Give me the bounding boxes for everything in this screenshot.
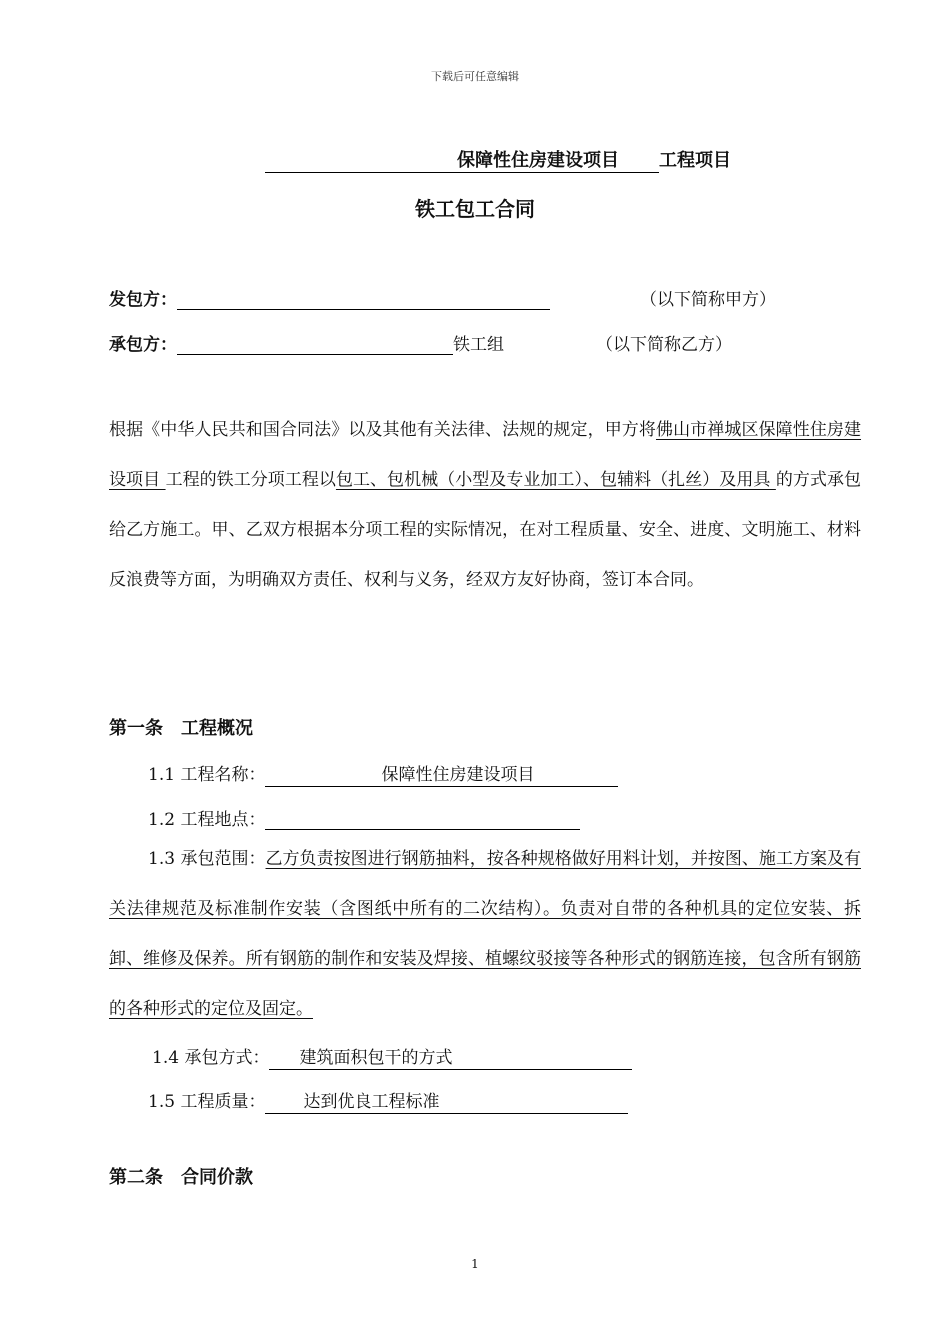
intro-text-3: 的方式承包给乙方施工。甲、乙双方根据本分项工程的实际情况，在对工程质量、安全、进度、文明施工、材料反浪费等方面，为明确双方责任、权利与义务，经双方友好协商，签订本合同。: [109, 470, 862, 590]
project-title: [265, 146, 731, 173]
section-1-heading: 第一条 工程概况: [109, 718, 253, 739]
party-b-blank: [177, 336, 453, 355]
item-1-5: [148, 1087, 628, 1114]
party-a-label: 发包方：: [109, 290, 177, 310]
item-1-1-label: 1.1 工程名称：: [148, 765, 266, 785]
intro-project-underlined: 佛山市禅城区保障性住房建设项目: [109, 420, 862, 490]
item-1-2-blank: [265, 811, 580, 830]
item-1-3-label: 1.3 承包范围：: [148, 849, 266, 869]
item-1-4-label: 1.4 承包方式：: [152, 1048, 270, 1068]
project-suffix: 工程项目: [659, 150, 731, 171]
item-1-3-value: 乙方负责按图进行钢筋抽料，按各种规格做好用料计划，并按图、施工方案及有关法律规范及标准制作安装（含图纸中所有的二次结构）。负责对自带的各种机具的定位安装、拆卸、维修及保养。所有钢筋的制作和安装及焊接、植螺纹驳接等各种形式的钢筋连接，包含所有钢筋的各种形式的定位及固定。: [109, 849, 861, 1019]
item-1-2: [148, 805, 580, 830]
party-a-note: （以下简称甲方）: [640, 290, 776, 310]
party-b-note: （以下简称乙方）: [596, 335, 732, 355]
item-1-4: [152, 1043, 632, 1070]
page-number: 1: [471, 1257, 479, 1271]
intro-method-underlined: 包工、包机械（小型及专业加工）、包辅料（扎丝）及用具: [335, 470, 776, 490]
item-1-4-value-field: [269, 1047, 632, 1070]
party-b-row: [109, 330, 504, 355]
item-1-5-label: 1.5 工程质量：: [148, 1092, 266, 1112]
contract-title: 铁工包工合同: [415, 197, 535, 221]
party-a-blank: [177, 291, 550, 310]
intro-text-1: 根据《中华人民共和国合同法》以及其他有关法律、法规的规定，甲方将: [109, 420, 656, 440]
item-1-3: [109, 834, 861, 1034]
header-note: 下载后可任意编辑: [431, 70, 519, 83]
item-1-5-value-field: [265, 1091, 628, 1114]
item-1-1-value: 保障性住房建设项目: [381, 765, 535, 785]
project-name: 保障性住房建设项目: [457, 150, 619, 171]
intro-paragraph: [109, 405, 861, 605]
section-2-heading: 第二条 合同价款: [109, 1167, 253, 1188]
party-a-row: [109, 285, 550, 310]
intro-text-2: 工程的铁工分项工程以: [165, 470, 336, 490]
item-1-4-value: 建筑面积包干的方式: [299, 1048, 453, 1068]
item-1-5-value: 达到优良工程标准: [303, 1092, 440, 1112]
party-b-label: 承包方：: [109, 335, 177, 355]
party-b-team: 铁工组: [453, 335, 504, 355]
item-1-2-label: 1.2 工程地点：: [148, 810, 266, 830]
item-1-1: [148, 760, 618, 787]
item-1-1-value-field: [265, 764, 618, 787]
project-name-underlined: [265, 146, 659, 173]
